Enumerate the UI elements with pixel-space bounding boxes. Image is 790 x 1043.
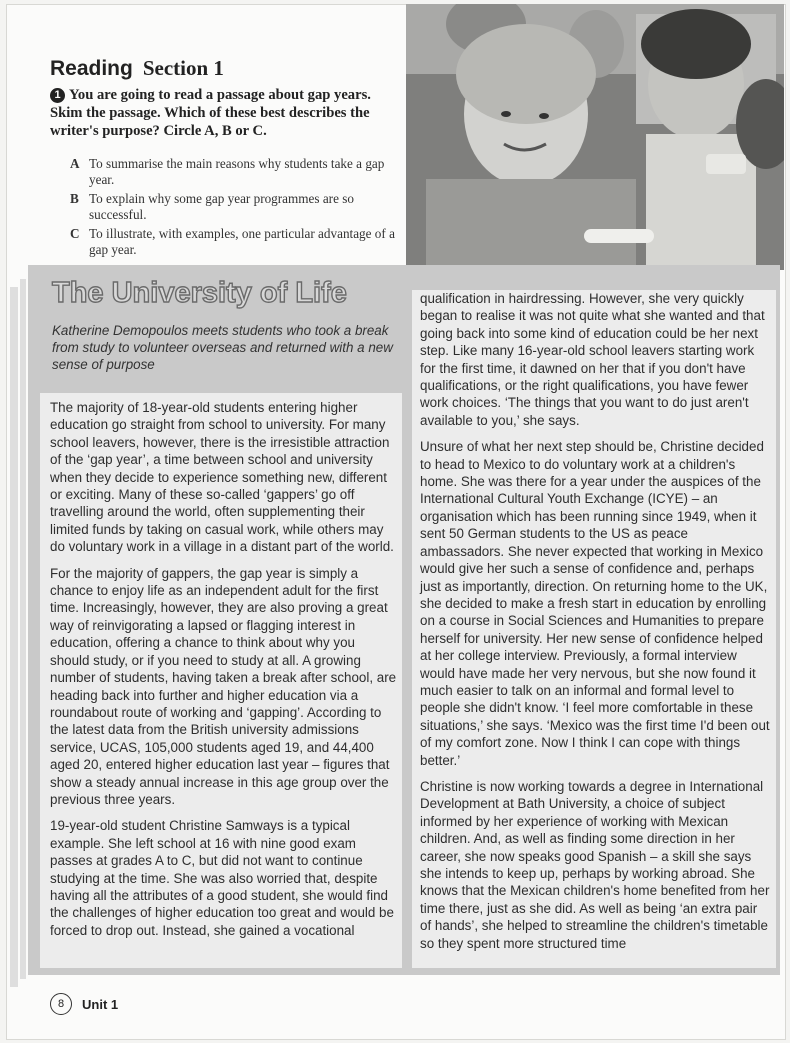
article-title <box>18 268 398 314</box>
answer-options <box>70 156 410 261</box>
option-text: To summarise the main reasons why students take a gap year. <box>89 156 385 187</box>
option-letter: B <box>70 191 79 206</box>
unit-label: Unit 1 <box>82 996 119 1012</box>
section-label: Reading <box>50 57 133 80</box>
section-heading <box>50 56 224 81</box>
task-number-badge: 1 <box>50 88 65 103</box>
section-number: Section 1 <box>142 56 224 80</box>
page-footer <box>50 993 118 1015</box>
photo-illustration <box>406 4 784 270</box>
article-paragraph: Christine is now working towards a degree in International Development at Bath University, a choice of subject informed by her experience of working with Mexican children. And, as well as finding some direction in her career, she now speaks good Spanish – a skill she says she intends to keep up, perhaps by working abroad. She knows that the Mexican children's home benefited from her time there, just as she did. As well as being ‘an extra pair of hands’, she helped to streamline the children's timetable so they spent more structured time <box>420 778 770 951</box>
article-paragraph: For the majority of gappers, the gap year is simply a chance to enjoy life as an independent adult for the first time. Increasingly, however, they are also proving a great way of reinvigorating a lapsed or flagging interest in education, offering a chance to think about why you should study, or if you need to study at all. A growing number of students, having taken a break after school, are heading back into further and higher education via a roundabout route of working and ‘gapping’. According to the latest data from the British university admissions service, UCAS, 105,000 students aged 19, and 44,400 aged 20, entered higher education last year – figures that show a steady annual increase in this age group over the previous three years. <box>50 565 397 807</box>
option-text: To explain why some gap year programmes are so successful. <box>89 191 354 222</box>
article-column-left <box>40 393 402 968</box>
article-column-right <box>412 290 776 968</box>
option-c[interactable] <box>70 226 410 258</box>
frame-stripe <box>10 287 18 987</box>
article-paragraph: 19-year-old student Christine Samways is a typical example. She left school at 16 with nine good exam passes at grades A to C, but did not want to continue studying at the time. She was also worried that, despite having all the attributes of a good student, she would find the challenges of higher education too great and would be forced to drop out. Instead, she gained a vocational <box>50 818 394 938</box>
article-paragraph: The majority of 18-year-old students entering higher education go straight from school to university. For many school leavers, however, there is the irresistible attraction of the ‘gap year’, a time between school and university when they decide to experience something new, different or exciting. Many of these so-called ‘gappers’ go off travelling around the world, often supplementing their limited funds by taking on casual work, while others may do voluntary work in a village in a distant part of the world. <box>50 400 394 555</box>
frame-stripe <box>20 279 26 979</box>
option-text: To illustrate, with examples, one particular advantage of a gap year. <box>89 226 395 257</box>
article-standfirst: Katherine Demopoulos meets students who took a break from study to volunteer overseas and returned with a new sense of purpose <box>52 323 393 372</box>
task-text: You are going to read a passage about gap years. Skim the passage. Which of these best describes the writer's purpose? Circle A, B or C. <box>50 87 371 139</box>
page-number: 8 <box>50 993 72 1015</box>
article-paragraph: qualification in hairdressing. However, she very quickly began to realise it was not quite what she wanted and that going back into some kind of education could be her next step. Like many 16-year-old school leavers starting work for the first time, it dawned on her that if you don't have qualifications, or the right qualifications, you have fewer work choices. ‘The things that you want to do just aren't available to you,’ she says. <box>420 291 765 428</box>
option-b[interactable] <box>70 191 410 223</box>
task-instruction <box>50 86 400 140</box>
option-a[interactable] <box>70 156 410 188</box>
option-letter: C <box>70 226 80 241</box>
article-paragraph: Unsure of what her next step should be, Christine decided to head to Mexico to do voluntary work at a children's home. She was there for a year under the auspices of the International Cultural Youth Exchange (ICYE) – an organisation which has been running since 1949, when it sent 50 German students to the US as peace ambassadors. She never expected that working in Mexico would give her such a sense of confidence and, perhaps just as importantly, direction. On returning home to the UK, she decided to make a fresh start in education by enrolling on a course in Social Sciences and Humanities to prepare herself for university. Her new sense of confidence helped at her college interview. Previously, a formal interview would have made her very nervous, but she now found it much easier to talk on an informal and formal level to people she didn't know. ‘I feel more comfortable in these situations,’ she says. ‘Mexico was the first time I'd been out of my comfort zone. Now I think I can cope with things better.’ <box>420 439 770 768</box>
students-photo <box>406 4 784 270</box>
article-title-text: The University of Life <box>52 277 347 309</box>
option-letter: A <box>70 156 80 171</box>
